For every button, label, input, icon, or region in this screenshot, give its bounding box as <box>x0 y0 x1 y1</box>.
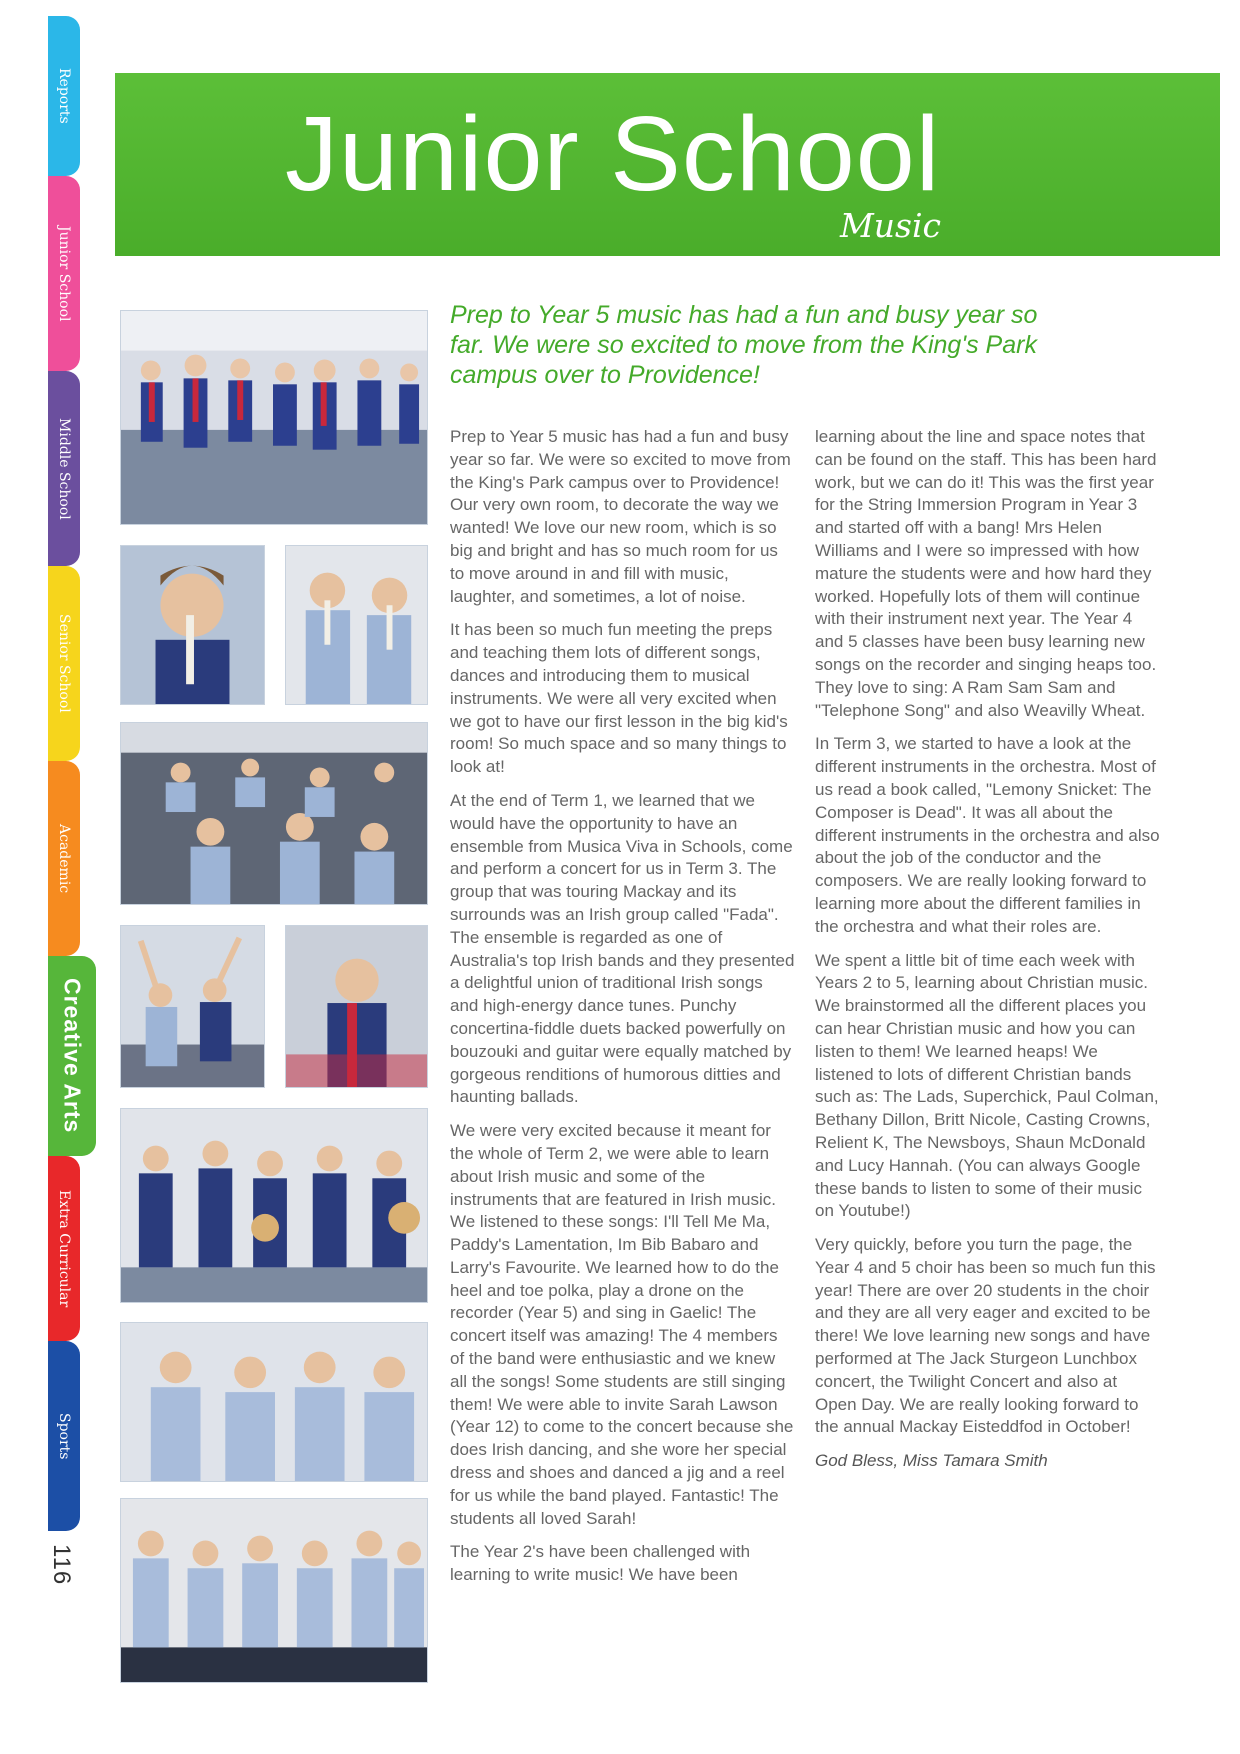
paragraph: learning about the line and space notes that can be found on the staff. This has been hard work, but we can do it! This was the first year for the String Immersion Program in Year 3 and started off with a bang! Mrs Helen Williams and I were so impressed with how mature the students were and how hard they worked. Hopefully lots of them will continue with their instrument next year. The Year 4 and 5 classes have been busy learning new songs on the recorder and singing heaps too. They love to sing: A Ram Sam Sam and "Telephone Song" and also Weavilly Wheat. <box>815 427 1157 720</box>
intro-paragraph: Prep to Year 5 music has had a fun and busy year so far. We were so excited to move from the King's Park campus over to Providence! <box>450 301 1038 389</box>
photo-children-arms-up <box>120 925 265 1088</box>
signoff: God Bless, Miss Tamara Smith <box>815 1451 1048 1471</box>
section-tabs <box>48 16 88 1536</box>
tab-sports[interactable]: Sports <box>48 1341 80 1531</box>
section-banner <box>115 73 1220 256</box>
tab-reports[interactable]: Reports <box>48 16 80 176</box>
photo-class-seated <box>120 722 428 905</box>
paragraph: The Year 2's have been challenged with learning to write music! We have been <box>450 1542 751 1585</box>
photo-sign-language <box>120 1322 428 1482</box>
page-subtitle: Music <box>840 206 942 245</box>
photo-children-dancing <box>120 310 428 525</box>
page-number: 116 <box>48 1544 75 1586</box>
body-column-left <box>450 426 795 1598</box>
photo-boys-recorders <box>285 545 428 705</box>
paragraph: We were very excited because it meant for the whole of Term 2, we were able to learn about Irish music and some of the instruments that are featured in Irish music. We listened to these songs: I'll Tell Me Ma, Paddy's Lamentation, Im Bib Babaro and Larry's Favourite. We learned how to do the heel and toe polka, play a drone on the recorder (Year 5) and sing in Gaelic! The concert itself was amazing! The 4 members of the band were enthusiastic and we knew all the songs! Some students are still singing them! We were able to invite Sarah Lawson (Year 12) to come to the concert because she does Irish dancing, and she wore her special dress and shoes and danced a jig and a reel for us while the band played. Fantastic! The students all loved Sarah! <box>450 1121 794 1528</box>
tab-creative-arts[interactable]: Creative Arts <box>48 956 96 1156</box>
photo-girl-recorder <box>120 545 265 705</box>
photo-choir-singing <box>120 1498 428 1683</box>
page-title: Junior School <box>285 95 941 213</box>
paragraph: Very quickly, before you turn the page, the Year 4 and 5 choir has been so much fun this year! There are over 20 students in the choir and they are all very eager and excited to be there! We love learning new songs and have performed at The Jack Sturgeon Lunchbox concert, the Twilight Concert and also at Open Day. We are really looking forward to the annual Mackay Eisteddfod in October! <box>815 1235 1156 1437</box>
tab-junior-school[interactable]: Junior School <box>48 176 80 371</box>
paragraph: Prep to Year 5 music has had a fun and busy year so far. We were so excited to move from the King's Park campus over to Providence! Our very own room, to decorate the way we wanted! We love our new room, which is so big and bright and has so much room for us to move around in and fill with music, laughter, and sometimes, a lot of noise. <box>450 427 791 606</box>
paragraph: At the end of Term 1, we learned that we would have the opportunity to have an ensemble from Musica Viva in Schools, come and perform a concert for us in Term 3. The group that was touring Mackay and its surrounds was an Irish group called "Fada". The ensemble is regarded as one of Australia's top Irish bands and they presented a delightful union of traditional Irish songs and high-energy dance tunes. Punchy concertina-fiddle duets backed powerfully on bouzouki and guitar were equally matched by gorgeous renditions of humorous ditties and haunting ballads. <box>450 790 795 1107</box>
paragraph: We spent a little bit of time each week with Years 2 to 5, learning about Christian music. We brainstormed all the different places you can hear Christian music and how you can listen to them! We learned heaps! We listened to lots of different Christian bands such as: The Lads, Superchick, Paul Colman, Bethany Dillon, Britt Nicole, Casting Crowns, Relient K, The Newsboys, Shaun McDonald and Lucy Hannah. (You can always Google these bands to listen to some of their music on Youtube!) <box>815 950 1159 1221</box>
tab-middle-school[interactable]: Middle School <box>48 371 80 566</box>
paragraph: In Term 3, we started to have a look at the different instruments in the orchestra. Most of us read a book called, "Lemony Snicket: The Composer is Dead". It was all about the different instruments in the orchestra and also about the job of the conductor and the composers. We are really looking forward to learning more about the different families in the orchestra and what their roles are. <box>815 734 1160 936</box>
tab-senior-school[interactable]: Senior School <box>48 566 80 761</box>
tab-extra-curricular[interactable]: Extra Curricular <box>48 1156 80 1341</box>
body-column-right <box>815 426 1160 1484</box>
paragraph: It has been so much fun meeting the preps and teaching them lots of different songs, dances and introducing them to musical instruments. We were all very excited when we got to have our first lesson in the big kid's room! So much space and so many things to look at! <box>450 620 788 777</box>
photo-tambourines <box>120 1108 428 1303</box>
photo-boy-smiling <box>285 925 428 1088</box>
tab-academic[interactable]: Academic <box>48 761 80 956</box>
